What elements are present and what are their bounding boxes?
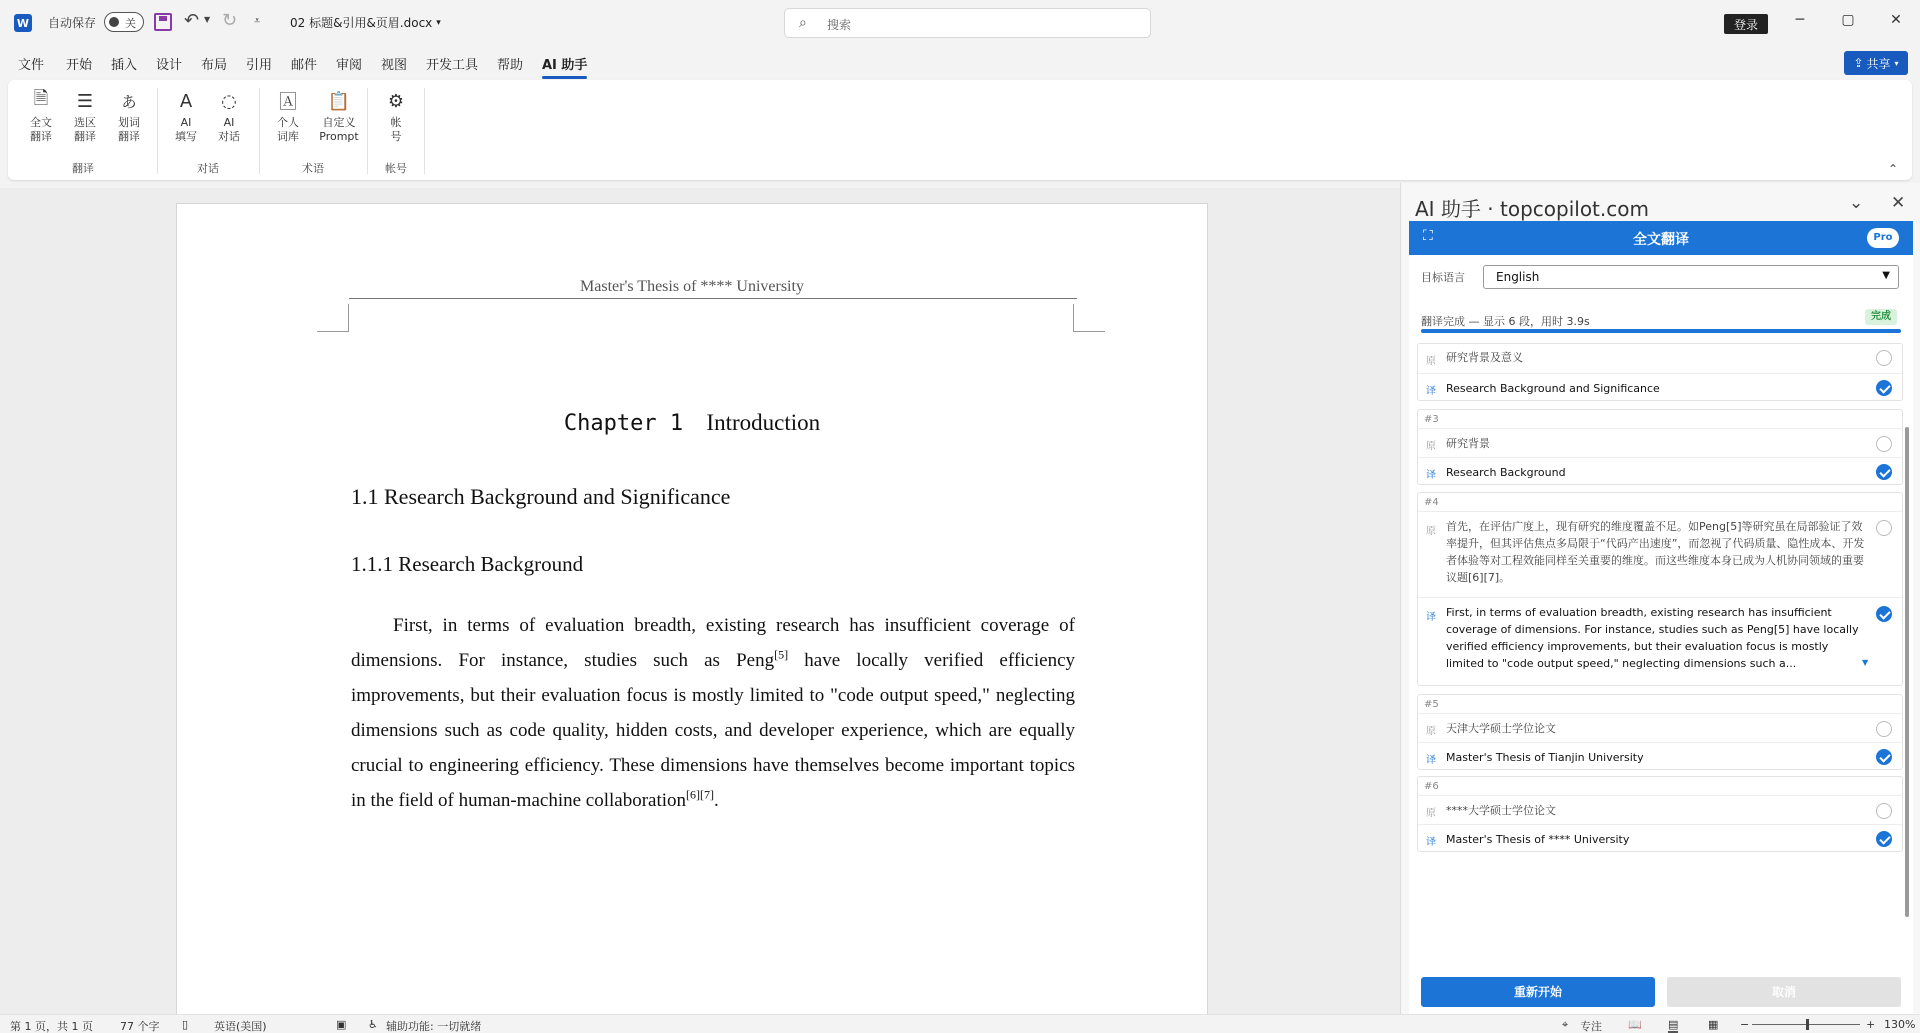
- source-tag: 原: [1426, 808, 1436, 819]
- zoom-in-button[interactable]: +: [1866, 1018, 1876, 1031]
- source-tag: 原: [1426, 356, 1436, 367]
- print-layout-icon[interactable]: ▤: [1668, 1018, 1679, 1031]
- login-button[interactable]: 登录: [1724, 14, 1768, 34]
- language-indicator[interactable]: 英语(美国): [214, 1020, 267, 1033]
- document-area: [0, 188, 1400, 1014]
- toggle-knob-icon: [109, 17, 119, 27]
- zoom-slider-thumb[interactable]: [1806, 1019, 1809, 1030]
- target-row: [1418, 742, 1902, 771]
- target-text: First, in terms of evaluation breadth, existing research has insufficient coverage of dimensions. For instance, studies such as Peng[5] have locally verified efficiency improvements, but their evaluation focus is mostly limited to "code output speed," neglecting dimensions such a...: [1446, 606, 1859, 670]
- autosave-state: 关: [125, 17, 136, 30]
- source-row: [1418, 343, 1902, 373]
- panel-scrollbar[interactable]: [1905, 347, 1909, 1007]
- save-icon[interactable]: [154, 13, 172, 31]
- paragraph-text-1: First, in terms of evaluation breadth, existing research has insufficient coverage of dimensions. For instance, studies such as Peng: [351, 615, 1075, 671]
- selection-translate-icon: ☰: [76, 90, 94, 112]
- paragraph-text-2: have locally verified efficiency improvements, but their evaluation focus is mostly limited to "code output speed," neglecting dimensions such as code quality, hidden costs, and developer experience, which are equally crucial to engineering efficiency. These dimensions have themselves become important topics in the field of human-machine collaboration: [351, 650, 1076, 811]
- chevron-down-icon: ▾: [436, 17, 441, 28]
- target-row: [1418, 824, 1902, 853]
- target-text: Master's Thesis of **** University: [1446, 833, 1630, 846]
- card-number: #4: [1424, 497, 1439, 508]
- document-page[interactable]: [176, 203, 1208, 1033]
- account-label: 帐 号: [390, 116, 402, 143]
- translation-status: 翻译完成 — 显示 6 段，用时 3.9s: [1421, 315, 1590, 328]
- document-translate-icon: 🗎: [33, 88, 49, 109]
- group-label-translate: 翻译: [72, 162, 94, 175]
- word-count[interactable]: 77 个字: [120, 1020, 160, 1033]
- share-label: 共享: [1866, 56, 1891, 71]
- source-checkbox[interactable]: [1876, 803, 1892, 819]
- tab-developer[interactable]: 开发工具: [426, 58, 479, 73]
- tab-help[interactable]: 帮助: [497, 58, 524, 73]
- panel-close-icon[interactable]: ✕: [1891, 193, 1906, 213]
- source-row: [1418, 713, 1902, 742]
- proofing-icon[interactable]: ▯: [182, 1018, 189, 1031]
- close-icon[interactable]: ✕: [1890, 12, 1902, 28]
- selection-translate-button[interactable]: [64, 88, 106, 144]
- prompt-icon: 📋: [327, 90, 351, 112]
- target-checkbox[interactable]: [1876, 749, 1892, 765]
- source-tag: 原: [1426, 726, 1436, 737]
- account-icon: ⚙: [387, 90, 405, 112]
- translation-card: [1417, 694, 1903, 770]
- card-number: #6: [1424, 781, 1439, 792]
- full-translate-label: 全文 翻译: [30, 116, 52, 143]
- expand-text-icon[interactable]: ▼: [1862, 658, 1869, 667]
- group-label-account: 帐号: [385, 162, 407, 175]
- expand-icon[interactable]: ⛶: [1423, 228, 1433, 244]
- autosave-toggle[interactable]: [104, 12, 144, 32]
- ribbon: [8, 80, 1912, 180]
- crop-mark-right: [1073, 304, 1105, 332]
- source-text: 研究背景: [1446, 437, 1490, 450]
- panel-header-bar: [1409, 221, 1913, 255]
- paragraph-end: .: [714, 790, 719, 811]
- chapter-heading: [177, 410, 1207, 436]
- ai-chat-label: AI 对话: [218, 116, 240, 143]
- ribbon-divider: [367, 88, 368, 174]
- zoom-level[interactable]: 130%: [1884, 1018, 1916, 1031]
- source-text: 研究背景及意义: [1446, 351, 1523, 364]
- source-text: ****大学硕士学位论文: [1446, 804, 1556, 817]
- target-row: [1418, 457, 1902, 486]
- group-label-chat: 对话: [197, 162, 219, 175]
- chapter-prefix: Chapter 1: [563, 411, 684, 436]
- translation-card: [1417, 492, 1903, 686]
- ribbon-divider: [259, 88, 260, 174]
- word-translate-button[interactable]: [108, 88, 150, 144]
- target-checkbox[interactable]: [1876, 831, 1892, 847]
- chevron-down-icon: ▾: [1894, 58, 1899, 68]
- status-bar: [0, 1014, 1920, 1033]
- group-label-terms: 术语: [302, 162, 324, 175]
- heading-1: 1.1 Research Background and Significance: [351, 484, 731, 509]
- source-row: [1418, 511, 1902, 597]
- read-mode-icon[interactable]: 📖: [1628, 1018, 1642, 1031]
- target-language-label: 目标语言: [1421, 271, 1465, 284]
- page-header-text: Master's Thesis of **** University: [580, 278, 804, 295]
- tab-layout[interactable]: 布局: [201, 58, 228, 73]
- chapter-title: Introduction: [706, 410, 821, 435]
- menu-bar: [0, 48, 1920, 78]
- source-checkbox[interactable]: [1876, 436, 1892, 452]
- collapse-ribbon-icon[interactable]: ⌃: [1888, 162, 1899, 176]
- target-language-select[interactable]: [1483, 265, 1899, 289]
- card-number: #5: [1424, 699, 1439, 710]
- source-row: [1418, 428, 1902, 457]
- document-title[interactable]: [290, 14, 441, 31]
- translation-card: [1417, 343, 1903, 401]
- body-paragraph: [351, 608, 1075, 818]
- focus-icon[interactable]: ⌖: [1562, 1018, 1569, 1031]
- citation-5: [5]: [774, 647, 789, 662]
- status-badge: 完成: [1865, 309, 1897, 325]
- document-title-text: 02 标题&引用&页眉.docx: [290, 16, 433, 30]
- selection-translate-label: 选区 翻译: [74, 116, 96, 143]
- panel-title: AI 助手 · topcopilot.com: [1415, 197, 1649, 221]
- ai-chat-icon: ◌: [221, 90, 237, 112]
- word-translate-label: 划词 翻译: [118, 116, 140, 143]
- translation-card: [1417, 409, 1903, 485]
- target-tag: 译: [1426, 755, 1436, 766]
- target-tag: 译: [1426, 612, 1436, 623]
- glossary-label: 个人 词库: [277, 116, 299, 143]
- cancel-button[interactable]: 取消: [1667, 977, 1901, 1007]
- target-tag: 译: [1426, 470, 1436, 481]
- share-icon: ⇪: [1853, 56, 1864, 70]
- tab-ai-assistant[interactable]: AI 助手: [542, 54, 587, 73]
- source-row: [1418, 795, 1902, 824]
- tab-insert[interactable]: 插入: [111, 58, 138, 73]
- share-button[interactable]: [1844, 51, 1908, 75]
- tab-review[interactable]: 审阅: [336, 58, 363, 73]
- tab-home[interactable]: 开始: [66, 58, 93, 73]
- search-box[interactable]: [784, 8, 1151, 38]
- target-checkbox[interactable]: [1876, 606, 1892, 622]
- undo-icon[interactable]: ↶: [184, 10, 200, 31]
- maximize-icon[interactable]: ▢: [1841, 12, 1855, 28]
- account-button[interactable]: [375, 88, 417, 144]
- tab-mailings[interactable]: 邮件: [291, 58, 318, 73]
- pro-badge: Pro: [1867, 228, 1899, 248]
- minimize-icon[interactable]: ─: [1795, 12, 1805, 28]
- customize-toolbar-icon[interactable]: ⩡: [254, 14, 261, 27]
- card-number: #3: [1424, 414, 1439, 425]
- full-translate-button[interactable]: [20, 88, 62, 144]
- autosave-label: 自动保存: [48, 16, 97, 30]
- progress-bar: [1421, 329, 1901, 333]
- panel-content: [1409, 221, 1913, 1014]
- ai-chat-button[interactable]: [208, 88, 250, 144]
- page-info[interactable]: 第 1 页，共 1 页: [10, 1020, 93, 1033]
- source-text: 首先，在评估广度上，现有研究的维度覆盖不足。如Peng[5]等研究虽在局部验证了效率提升，但其评估焦点多局限于“代码产出速度”，而忽视了代码质量、隐性成本、开发者体验等对工程效能同样至关重要的维度。而这些维度本身已成为人机协同领域的重要议题[6][7]。: [1446, 520, 1865, 584]
- target-tag: 译: [1426, 837, 1436, 848]
- web-layout-icon[interactable]: ▦: [1708, 1018, 1719, 1031]
- ai-write-icon: A: [179, 90, 193, 112]
- track-changes-icon[interactable]: ▣: [336, 1018, 347, 1031]
- custom-prompt-label: 自定义 Prompt: [319, 116, 359, 143]
- glossary-icon: 🄰: [279, 92, 297, 113]
- tab-file[interactable]: 文件: [18, 58, 45, 73]
- ribbon-divider: [157, 88, 158, 174]
- undo-dropdown-icon[interactable]: ▼: [204, 15, 211, 24]
- glossary-button[interactable]: [267, 88, 309, 144]
- target-row: [1418, 373, 1902, 402]
- crop-mark-left: [317, 304, 349, 332]
- target-text: Master's Thesis of Tianjin University: [1446, 751, 1644, 764]
- scrollbar-thumb[interactable]: [1905, 427, 1909, 917]
- title-bar: [0, 0, 1920, 46]
- translation-card: [1417, 776, 1903, 852]
- tab-view[interactable]: 视图: [381, 58, 408, 73]
- citation-6-7: [6][7]: [686, 787, 715, 802]
- source-tag: 原: [1426, 526, 1436, 537]
- tab-design[interactable]: 设计: [156, 58, 183, 73]
- restart-button[interactable]: 重新开始: [1421, 977, 1655, 1007]
- redo-icon[interactable]: ↻: [222, 10, 238, 31]
- target-language-value: English: [1496, 270, 1540, 284]
- ribbon-divider: [424, 88, 425, 174]
- search-icon: ⌕: [799, 15, 807, 31]
- panel-header-title: 全文翻译: [1633, 232, 1689, 248]
- target-text: Research Background and Significance: [1446, 382, 1660, 395]
- accessibility-status[interactable]: 辅助功能: 一切就绪: [386, 1020, 482, 1033]
- source-checkbox[interactable]: [1876, 350, 1892, 366]
- target-tag: 译: [1426, 386, 1436, 397]
- zoom-out-button[interactable]: −: [1740, 1018, 1750, 1031]
- target-text: Research Background: [1446, 466, 1566, 479]
- chevron-down-icon: ▼: [1882, 270, 1890, 281]
- panel-options-chevron-icon[interactable]: ⌄: [1849, 193, 1864, 213]
- source-text: 天津大学硕士学位论文: [1446, 722, 1556, 735]
- source-tag: 原: [1426, 441, 1436, 452]
- header-rule: [349, 298, 1077, 299]
- word-translate-icon: あ: [121, 92, 137, 111]
- source-checkbox[interactable]: [1876, 721, 1892, 737]
- source-checkbox[interactable]: [1876, 520, 1892, 536]
- focus-label[interactable]: 专注: [1580, 1020, 1602, 1033]
- heading-2: 1.1.1 Research Background: [351, 552, 584, 576]
- ai-assistant-panel: [1400, 183, 1920, 1014]
- ai-write-label: AI 填写: [175, 116, 197, 143]
- target-row: [1418, 597, 1902, 687]
- search-placeholder: 搜索: [827, 18, 852, 32]
- target-checkbox[interactable]: [1876, 380, 1892, 396]
- accessibility-icon: ♿: [368, 1018, 378, 1031]
- tab-references[interactable]: 引用: [246, 58, 273, 73]
- target-checkbox[interactable]: [1876, 464, 1892, 480]
- custom-prompt-button[interactable]: [314, 88, 364, 144]
- ai-write-button[interactable]: [165, 88, 207, 144]
- word-logo-icon: W: [14, 14, 32, 32]
